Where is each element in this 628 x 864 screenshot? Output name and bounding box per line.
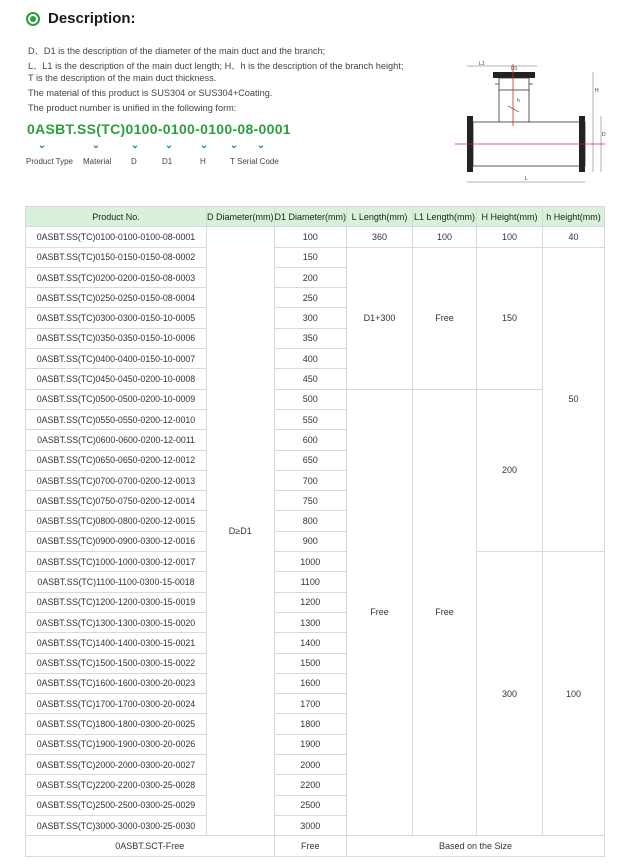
column-header-d: D Diameter(mm) (207, 207, 275, 227)
cell-d1-diameter: 500 (274, 389, 347, 409)
diagram-label-h: H (595, 88, 599, 94)
cell-product-no: 0ASBT.SS(TC)0400-0400-0150-10-0007 (26, 349, 207, 369)
cell-d1-diameter: 750 (274, 491, 347, 511)
cell-h-height-upper: 100 (477, 227, 543, 247)
table-row (26, 389, 605, 409)
cell-product-no: 0ASBT.SS(TC)0550-0550-0200-12-0010 (26, 409, 207, 429)
cell-based-on-size: Based on the Size (347, 836, 605, 856)
column-header-product-no: Product No. (26, 207, 207, 227)
cell-d1-diameter: 1300 (274, 612, 347, 632)
cell-d1-diameter: 1000 (274, 552, 347, 572)
table-header-row (26, 207, 605, 227)
cell-product-no: 0ASBT.SS(TC)0700-0700-0200-12-0013 (26, 470, 207, 490)
cell-d1-diameter: 350 (274, 328, 347, 348)
cell-d1-diameter: 150 (274, 247, 347, 267)
cell-product-no: 0ASBT.SS(TC)1800-1800-0300-20-0025 (26, 714, 207, 734)
cell-l-length: Free (347, 389, 413, 836)
cell-product-no: 0ASBT.SS(TC)0250-0250-0150-08-0004 (26, 288, 207, 308)
tee-duct-diagram (455, 60, 605, 186)
legend-product-type: Product Type (26, 157, 73, 166)
cell-d1-diameter: 250 (274, 288, 347, 308)
diagram-label-h-small: h (517, 98, 520, 104)
cell-d1-diameter: Free (274, 836, 347, 856)
cell-product-no: 0ASBT.SS(TC)1200-1200-0300-15-0019 (26, 592, 207, 612)
diagram-label-d: D (602, 132, 606, 138)
cell-h-height-upper: 300 (477, 552, 543, 836)
cell-product-no: 0ASBT.SS(TC)0600-0600-0200-12-0011 (26, 430, 207, 450)
description-line: The material of this product is SUS304 or SUS304+Coating. (28, 88, 273, 98)
column-header-d1: D1 Diameter(mm) (274, 207, 347, 227)
cell-product-no: 0ASBT.SS(TC)1500-1500-0300-15-0022 (26, 653, 207, 673)
chevron-down-icon: ⌄ (164, 140, 174, 151)
chevron-down-icon: ⌄ (256, 140, 266, 151)
cell-product-no: 0ASBT.SS(TC)1400-1400-0300-15-0021 (26, 633, 207, 653)
cell-l1-length: Free (413, 247, 477, 389)
cell-d1-diameter: 300 (274, 308, 347, 328)
section-header (26, 10, 446, 32)
cell-d1-diameter: 1800 (274, 714, 347, 734)
cell-product-no: 0ASBT.SS(TC)1600-1600-0300-20-0023 (26, 673, 207, 693)
column-header-h-lower: h Height(mm) (543, 207, 605, 227)
description-line: L、L1 is the description of the main duct length; H、h is the description of the branch height; (28, 61, 404, 71)
cell-d1-diameter: 3000 (274, 815, 347, 835)
cell-product-no: 0ASBT.SS(TC)0100-0100-0100-08-0001 (26, 227, 207, 247)
cell-d1-diameter: 1200 (274, 592, 347, 612)
cell-d1-diameter: 1600 (274, 673, 347, 693)
cell-d1-diameter: 650 (274, 450, 347, 470)
cell-product-no: 0ASBT.SS(TC)1900-1900-0300-20-0026 (26, 734, 207, 754)
description-line: T is the description of the main duct thickness. (28, 73, 217, 83)
cell-d1-diameter: 1500 (274, 653, 347, 673)
cell-h-height-lower: 50 (543, 247, 605, 551)
table-row (26, 552, 605, 572)
cell-product-no: 0ASBT.SS(TC)0200-0200-0150-08-0003 (26, 267, 207, 287)
cell-product-no: 0ASBT.SS(TC)2200-2200-0300-25-0028 (26, 775, 207, 795)
cell-d1-diameter: 100 (274, 227, 347, 247)
legend-h: H (200, 157, 206, 166)
cell-l1-length: 100 (413, 227, 477, 247)
cell-d1-diameter: 700 (274, 470, 347, 490)
cell-product-no: 0ASBT.SS(TC)1300-1300-0300-15-0020 (26, 612, 207, 632)
legend-material: Material (83, 157, 112, 166)
table-row-last (26, 836, 605, 856)
product-table (25, 206, 605, 857)
cell-d-diameter: D≥D1 (207, 227, 275, 836)
cell-h-height-upper: 200 (477, 389, 543, 551)
column-header-l: L Length(mm) (347, 207, 413, 227)
cell-l1-length: Free (413, 389, 477, 836)
legend-t: T (230, 157, 235, 166)
table-row (26, 247, 605, 267)
diagram-label-l1: L1 (479, 61, 485, 67)
cell-product-no: 0ASBT.SS(TC)0500-0500-0200-10-0009 (26, 389, 207, 409)
cell-product-no: 0ASBT.SS(TC)0350-0350-0150-10-0006 (26, 328, 207, 348)
cell-d1-diameter: 2000 (274, 755, 347, 775)
cell-h-height-upper: 150 (477, 247, 543, 389)
column-header-l1: L1 Length(mm) (413, 207, 477, 227)
cell-product-no: 0ASBT.SS(TC)1100-1100-0300-15-0018 (26, 572, 207, 592)
cell-product-no: 0ASBT.SS(TC)0150-0150-0150-08-0002 (26, 247, 207, 267)
description-line: D、D1 is the description of the diameter of the main duct and the branch; (28, 46, 326, 56)
cell-product-no: 0ASBT.SS(TC)0650-0650-0200-12-0012 (26, 450, 207, 470)
cell-d1-diameter: 450 (274, 369, 347, 389)
cell-d1-diameter: 400 (274, 349, 347, 369)
cell-d1-diameter: 550 (274, 409, 347, 429)
cell-product-no: 0ASBT.SS(TC)0800-0800-0200-12-0015 (26, 511, 207, 531)
chevron-down-icon: ⌄ (229, 140, 239, 151)
cell-product-no: 0ASBT.SS(TC)1700-1700-0300-20-0024 (26, 694, 207, 714)
diagram-label-l: L (525, 176, 528, 182)
cell-d1-diameter: 2200 (274, 775, 347, 795)
chevron-down-icon: ⌄ (91, 140, 101, 151)
cell-product-no: 0ASBT.SS(TC)2000-2000-0300-20-0027 (26, 755, 207, 775)
chevron-down-icon: ⌄ (199, 140, 209, 151)
cell-l-length: D1+300 (347, 247, 413, 389)
cell-product-no: 0ASBT.SS(TC)0450-0450-0200-10-0008 (26, 369, 207, 389)
table-row (26, 227, 605, 247)
cell-d1-diameter: 2500 (274, 795, 347, 815)
cell-product-no: 0ASBT.SS(TC)0900-0900-0300-12-0016 (26, 531, 207, 551)
legend-d1: D1 (162, 157, 173, 166)
description-line: The product number is unified in the following form: (28, 103, 237, 113)
cell-d1-diameter: 1900 (274, 734, 347, 754)
legend-serial-code: Serial Code (237, 157, 279, 166)
cell-d1-diameter: 1700 (274, 694, 347, 714)
cell-l-length: 360 (347, 227, 413, 247)
chevron-down-icon: ⌄ (37, 140, 47, 151)
page-title: Description: (48, 10, 136, 27)
cell-product-no: 0ASBT.SS(TC)3000-3000-0300-25-0030 (26, 815, 207, 835)
cell-product-no: 0ASBT.SS(TC)1000-1000-0300-12-0017 (26, 552, 207, 572)
cell-product-no: 0ASBT.SS(TC)0300-0300-0150-10-0005 (26, 308, 207, 328)
legend-d: D (131, 157, 137, 166)
cell-d1-diameter: 600 (274, 430, 347, 450)
cell-h-height-lower: 100 (543, 552, 605, 836)
radio-bullet-icon (26, 12, 40, 26)
product-number-format: 0ASBT.SS(TC)0100-0100-0100-08-0001 (27, 121, 291, 137)
diagram-label-d1: D1 (511, 66, 518, 72)
cell-d1-diameter: 800 (274, 511, 347, 531)
cell-h-height-lower: 40 (543, 227, 605, 247)
cell-product-no: 0ASBT.SCT-Free (26, 836, 275, 856)
chevron-down-icon: ⌄ (130, 140, 140, 151)
cell-d1-diameter: 200 (274, 267, 347, 287)
cell-product-no: 0ASBT.SS(TC)0750-0750-0200-12-0014 (26, 491, 207, 511)
cell-product-no: 0ASBT.SS(TC)2500-2500-0300-25-0029 (26, 795, 207, 815)
cell-d1-diameter: 1400 (274, 633, 347, 653)
cell-d1-diameter: 1100 (274, 572, 347, 592)
column-header-h-upper: H Height(mm) (477, 207, 543, 227)
cell-d1-diameter: 900 (274, 531, 347, 551)
